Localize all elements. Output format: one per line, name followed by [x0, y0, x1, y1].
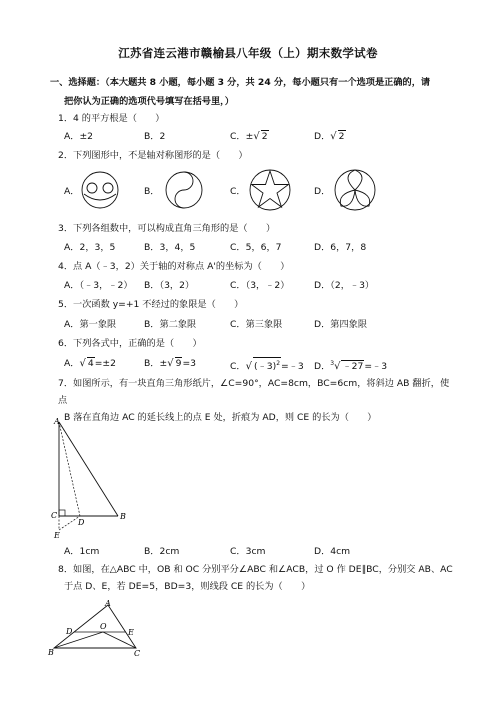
option-c: C．5，6，7: [230, 242, 282, 253]
option-c: C．（3，﹣2）: [230, 280, 290, 291]
option-b: B．（3，2）: [144, 280, 195, 291]
option-d: D．6，7，8: [314, 242, 367, 253]
option-a: A．（﹣3，﹣2）: [64, 280, 133, 291]
question-8-stem: 8．如图，在△ABC 中，OB 和 OC 分别平分∠ABC 和∠ACB，过 O 作 DE∥BC，分别交 AB、AC 于点 D、E，若 DE=5，BD=3，则线段 CE 的长为（ ）: [58, 564, 453, 592]
option-d: D．√ 2: [314, 131, 345, 142]
label-b: B: [120, 512, 126, 521]
label-e: E: [54, 531, 60, 540]
root-index: 3: [330, 360, 335, 367]
label-e: E: [128, 628, 134, 637]
radicand: 9: [175, 358, 182, 369]
question-1-stem: 1．4 的平方根是（ ）: [58, 113, 165, 124]
option-c: C．第三象限: [230, 319, 283, 330]
option-b: B．2cm: [144, 546, 180, 557]
option-d: D．: [314, 186, 331, 197]
option-c: C．√ (﹣3)$^2$=﹣3: [230, 357, 304, 374]
question-3-stem: 3．下列各组数中，可以构成直角三角形的是（ ）: [58, 223, 276, 234]
figure-yin-yang: [164, 170, 204, 210]
figure-triangle-bisectors: [46, 598, 146, 658]
question-5-stem: 5．一次函数 y=+1 不经过的象限是（ ）: [58, 299, 244, 310]
page-title: 江苏省连云港市赣榆县八年级（上）期末数学试卷: [118, 46, 378, 60]
section-heading: [50, 73, 460, 111]
option-d: D．4cm: [314, 546, 351, 557]
option-a: A．2，3，5: [64, 242, 116, 253]
section-heading-line1: 一、选择题：（本大题共 8 小题，每小题 3 分，共 24 分，每小题只有一个选项是正确的，请: [50, 77, 431, 88]
option-b: B．±√ 9=3: [144, 358, 196, 369]
question-2-stem: 2．下列图形中，不是轴对称图形的是（ ）: [58, 150, 248, 161]
question-6-stem: 6．下列各式中，正确的是（ ）: [58, 338, 202, 349]
label-a: A: [105, 599, 111, 608]
option-d: D．$^3$√ ﹣27=﹣3: [314, 360, 388, 373]
option-b: B．3，4，5: [144, 242, 196, 253]
option-d: D．第四象限: [314, 319, 368, 330]
label-a: A: [54, 417, 60, 426]
label-d: D: [78, 518, 85, 527]
question-7-stem: 7．如图所示，有一块直角三角形纸片，∠C=90°，AC=8cm，BC=6cm，将斜边 AB 翻折，使点 B 落在直角边 AC 的延长线上的点 E 处，折痕为 AD，则 CE 的长为（ ）: [58, 378, 450, 423]
option-b: B．第二象限: [144, 319, 197, 330]
radicand: 2: [261, 131, 268, 142]
label-c: C: [134, 649, 141, 658]
label-c: C: [51, 511, 58, 520]
figure-circle-two-circles: [80, 170, 120, 210]
option-d: D．（2，﹣3）: [314, 280, 375, 291]
option-a: A．第一象限: [64, 319, 117, 330]
radicand: ﹣27: [342, 361, 364, 373]
question-4-stem: 4．点 A（﹣3，2）关于轴的对称点 A'的坐标为（ ）: [58, 261, 290, 272]
option-a: A．±2: [64, 131, 94, 142]
label-o: O: [100, 622, 107, 631]
option-a: A．√ 4=±2: [64, 358, 116, 369]
radicand: 4: [87, 358, 94, 369]
option-b: B．2: [144, 131, 166, 142]
figure-folded-triangle: [50, 416, 130, 540]
radicand: (﹣3)$^2$: [253, 357, 281, 372]
option-c: C．3cm: [230, 546, 266, 557]
section-heading-line2: 把你认为正确的选项代号填写在括号里，）: [64, 96, 234, 107]
figure-star-in-circle: [248, 168, 292, 212]
option-a: A．1cm: [64, 546, 100, 557]
option-b: B．: [144, 186, 160, 197]
option-c: C．±√ 2: [230, 131, 268, 142]
figure-trefoil-circle: [333, 168, 377, 212]
option-c: C．: [230, 186, 246, 197]
radicand: 2: [338, 131, 345, 142]
label-b: B: [48, 648, 54, 657]
label-d: D: [66, 627, 73, 636]
option-a: A．: [64, 186, 80, 197]
